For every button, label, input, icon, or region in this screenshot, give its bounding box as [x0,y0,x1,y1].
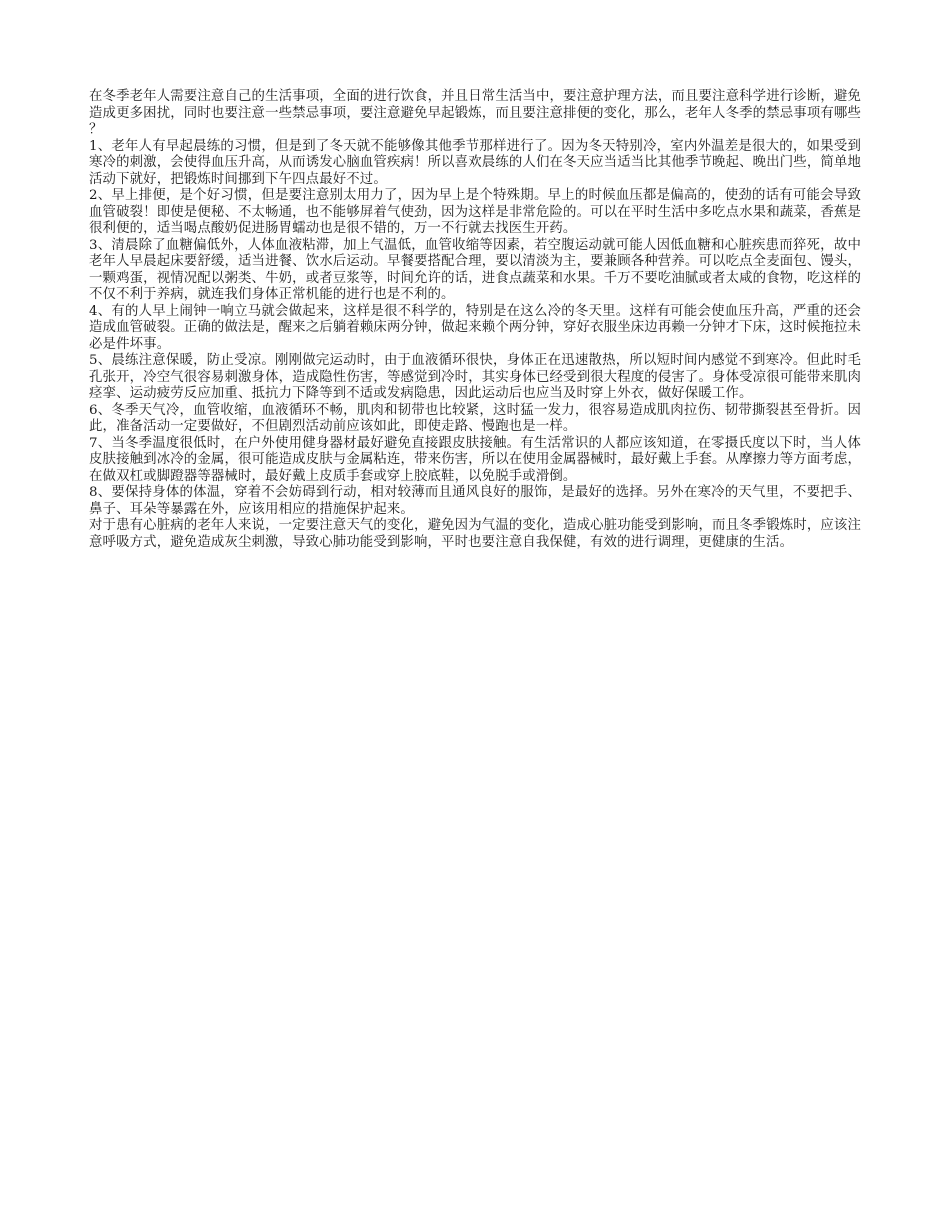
tip-paragraph-1: 1、老年人有早起晨练的习惯，但是到了冬天就不能够像其他季节那样进行了。因为冬天特别冷，室内外温差是很大的，如果受到寒冷的刺激，会使得血压升高，从而诱发心脑血管疾病！所以喜欢晨练的人们在冬天应当适当比其他季节晚起、晚出门些，简单地活动下就好，把锻炼时间挪到下午四点最好不过。 [89,138,861,187]
document-page [89,89,861,551]
tip-paragraph-3: 3、清晨除了血糖偏低外，人体血液粘滞，加上气温低，血管收缩等因素，若空腹运动就可能人因低血糖和心脏疾患而猝死，故中老年人早晨起床要舒缓，适当进餐、饮水后运动。早餐要搭配合理，要以清淡为主，要兼顾各种营养。可以吃点全麦面包、馒头，一颗鸡蛋，视情况配以粥类、牛奶，或者豆浆等，时间允许的话，进食点蔬菜和水果。千万不要吃油腻或者太咸的食物，吃这样的不仅不利于养病，就连我们身体正常机能的进行也是不利的。 [89,237,861,302]
tip-paragraph-6: 6、冬季天气冷，血管收缩，血液循环不畅，肌肉和韧带也比较紧，这时猛一发力，很容易造成肌肉拉伤、韧带撕裂甚至骨折。因此，准备活动一定要做好，不但剧烈活动前应该如此，即使走路、慢跑也是一样。 [89,402,861,434]
tip-paragraph-8: 8、要保持身体的体温，穿着不会妨碍到行动，相对较薄而且通风良好的服饰，是最好的选择。另外在寒冷的天气里，不要把手、鼻子、耳朵等暴露在外，应该用相应的措施保护起来。 [89,485,861,517]
intro-paragraph: 在冬季老年人需要注意自己的生活事项，全面的进行饮食，并且日常生活当中，要注意护理方法，而且要注意科学进行诊断，避免造成更多困扰，同时也要注意一些禁忌事项，要注意避免早起锻炼，而且要注意排便的变化，那么，老年人冬季的禁忌事项有哪些？ [89,89,861,137]
tip-paragraph-2: 2、早上排便，是个好习惯，但是要注意别太用力了，因为早上是个特殊期。早上的时候血压都是偏高的，使劲的话有可能会导致血管破裂！即使是便秘、不太畅通，也不能够屏着气使劲，因为这样是非常危险的。可以在平时生活中多吃点水果和蔬菜，香蕉是很利便的，适当喝点酸奶促进肠胃蠕动也是很不错的，万一不行就去找医生开药。 [89,188,861,236]
conclusion-paragraph: 对于患有心脏病的老年人来说，一定要注意天气的变化，避免因为气温的变化，造成心脏功能受到影响，而且冬季锻炼时，应该注意呼吸方式，避免造成灰尘刺激，导致心肺功能受到影响，平时也要注意自我保健，有效的进行调理，更健康的生活。 [89,518,861,550]
tip-paragraph-7: 7、当冬季温度很低时，在户外使用健身器材最好避免直接跟皮肤接触。有生活常识的人都应该知道，在零摄氏度以下时，当人体皮肤接触到冰冷的金属，很可能造成皮肤与金属粘连，带来伤害，所以在使用金属器械时，最好戴上手套。从摩擦力等方面考虑，在做双杠或脚蹬器等器械时，最好戴上皮质手套或穿上胶底鞋，以免脱手或滑倒。 [89,435,861,484]
tip-paragraph-4: 4、有的人早上闹钟一响立马就会做起来，这样是很不科学的，特别是在这么冷的冬天里。这样有可能会使血压升高，严重的还会造成血管破裂。正确的做法是，醒来之后躺着赖床两分钟，做起来赖个两分钟，穿好衣服坐床边再赖一分钟才下床，这时候拖拉未必是件坏事。 [89,303,861,352]
tip-paragraph-5: 5、晨练注意保暖，防止受凉。刚刚做完运动时，由于血液循环很快，身体正在迅速散热，所以短时间内感觉不到寒冷。但此时毛孔张开，冷空气很容易刺激身体，造成隐性伤害，等感觉到冷时，其实身体已经受到很大程度的侵害了。身体受凉很可能带来肌肉痉挛、运动疲劳反应加重、抵抗力下降等到不适或发病隐患，因此运动后也应当及时穿上外衣，做好保暖工作。 [89,353,861,401]
